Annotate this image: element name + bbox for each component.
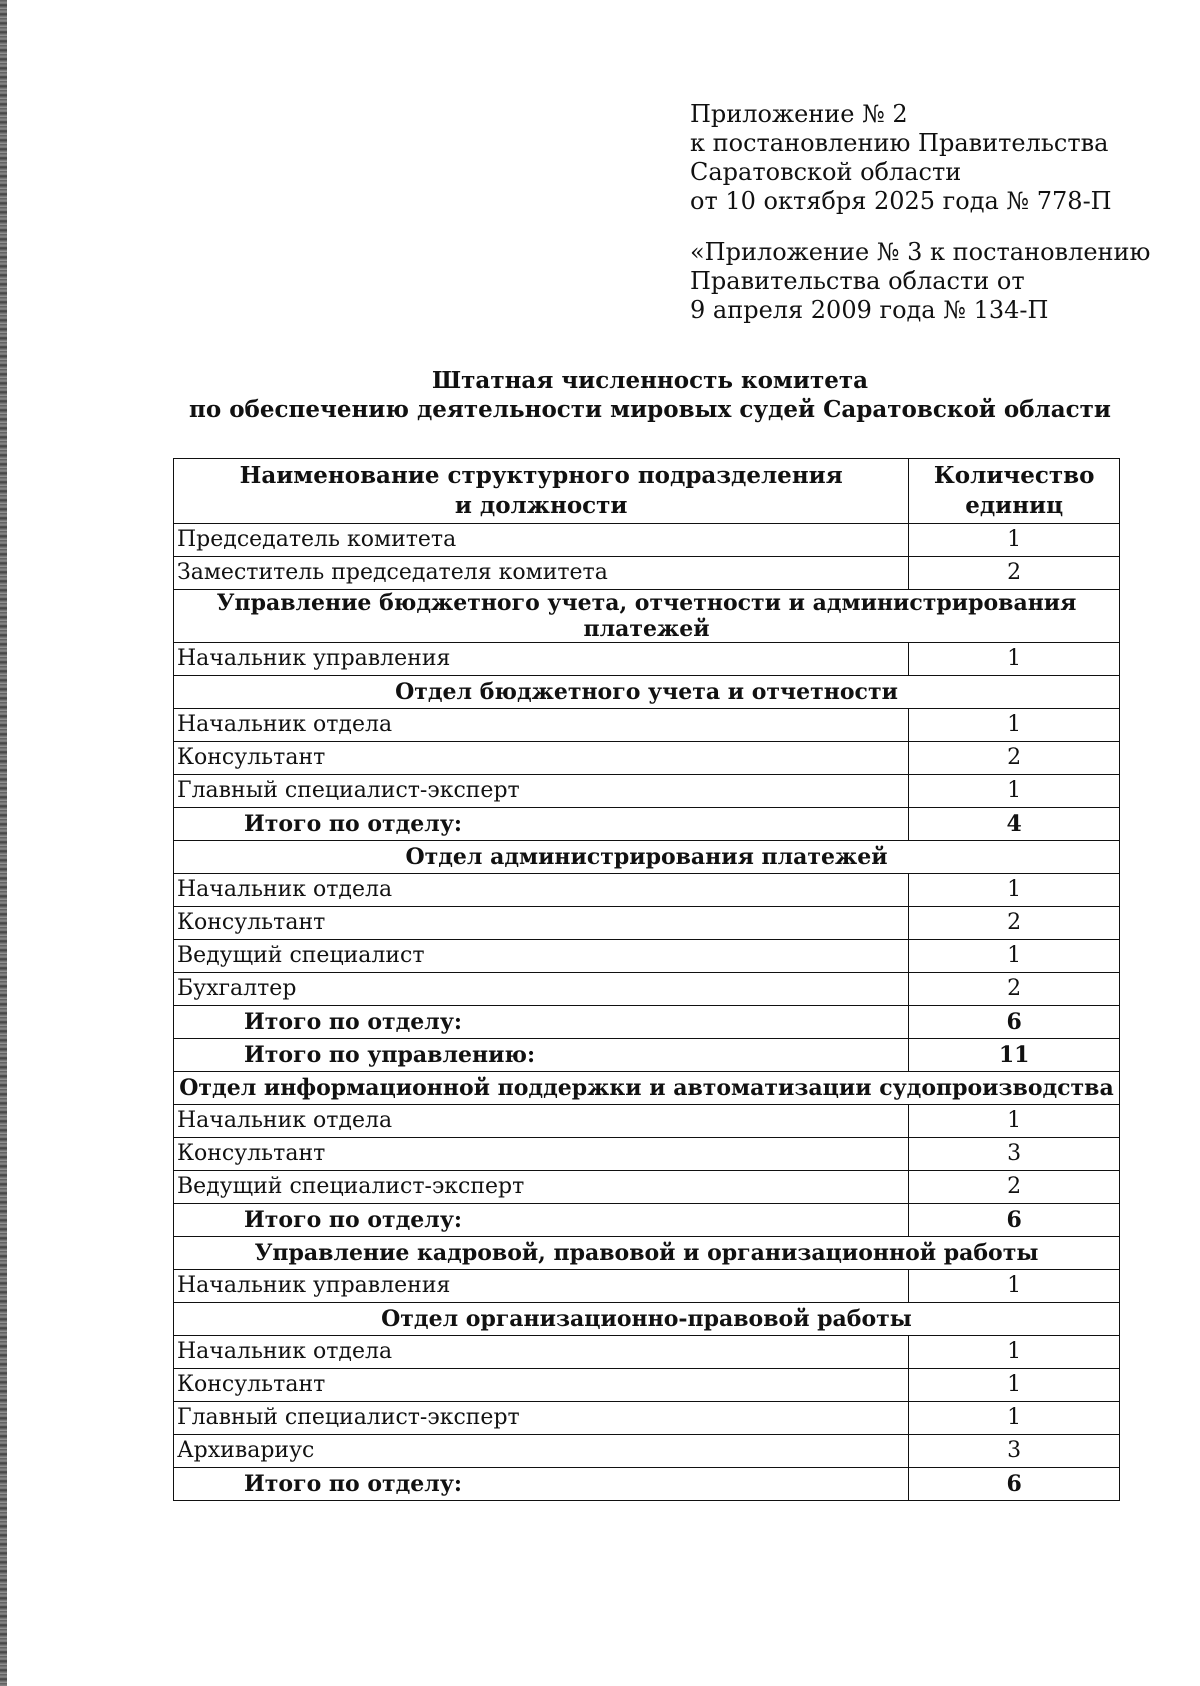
section-title: Отдел бюджетного учета и отчетности xyxy=(174,676,1120,709)
position-quantity: 1 xyxy=(909,1105,1120,1138)
table-row xyxy=(174,524,1120,557)
position-name: Архивариус xyxy=(174,1435,909,1468)
table-row xyxy=(174,643,1120,676)
table-row xyxy=(174,1435,1120,1468)
position-name: Главный специалист-эксперт xyxy=(174,1402,909,1435)
position-name: Начальник отдела xyxy=(174,1336,909,1369)
total-label: Итого по отделу: xyxy=(174,1468,909,1501)
position-name: Председатель комитета xyxy=(174,524,909,557)
position-quantity: 1 xyxy=(909,940,1120,973)
column-header-name-line1: Наименование структурного подразделения xyxy=(239,462,843,489)
table-row xyxy=(174,940,1120,973)
table-row xyxy=(174,1369,1120,1402)
section-title: Управление кадровой, правовой и организационной работы xyxy=(174,1237,1120,1270)
position-quantity: 2 xyxy=(909,742,1120,775)
table-header-row xyxy=(174,459,1120,524)
section-row xyxy=(174,590,1120,643)
position-name: Начальник отдела xyxy=(174,874,909,907)
table-row xyxy=(174,1270,1120,1303)
section-row xyxy=(174,841,1120,874)
table-row xyxy=(174,907,1120,940)
table-row xyxy=(174,557,1120,590)
section-row xyxy=(174,1237,1120,1270)
position-quantity: 1 xyxy=(909,524,1120,557)
position-quantity: 3 xyxy=(909,1435,1120,1468)
table-row xyxy=(174,1402,1120,1435)
appendix-header xyxy=(690,100,1160,347)
position-quantity: 2 xyxy=(909,1171,1120,1204)
table-row xyxy=(174,742,1120,775)
total-quantity: 6 xyxy=(909,1468,1120,1501)
position-name: Ведущий специалист-эксперт xyxy=(174,1171,909,1204)
appendix-line: от 10 октября 2025 года № 778-П xyxy=(690,187,1112,215)
appendix-line: «Приложение № 3 к постановлению xyxy=(690,238,1151,266)
total-label: Итого по отделу: xyxy=(174,1204,909,1237)
position-name: Консультант xyxy=(174,742,909,775)
section-title: Отдел информационной поддержки и автоматизации судопроизводства xyxy=(174,1072,1120,1105)
scan-edge xyxy=(0,0,7,1686)
appendix-line: Правительства области от xyxy=(690,267,1025,295)
table-row xyxy=(174,874,1120,907)
appendix-line: Приложение № 2 xyxy=(690,100,908,128)
staff-table-body xyxy=(174,524,1120,1501)
position-name: Консультант xyxy=(174,1138,909,1171)
total-row xyxy=(174,1006,1120,1039)
staff-table xyxy=(173,458,1120,1501)
position-name: Ведущий специалист xyxy=(174,940,909,973)
total-label: Итого по отделу: xyxy=(174,1006,909,1039)
position-name: Начальник отдела xyxy=(174,1105,909,1138)
table-row xyxy=(174,1171,1120,1204)
table-row xyxy=(174,1336,1120,1369)
table-row xyxy=(174,709,1120,742)
appendix-original xyxy=(690,238,1160,325)
total-row xyxy=(174,1039,1120,1072)
total-quantity: 6 xyxy=(909,1006,1120,1039)
position-quantity: 1 xyxy=(909,1369,1120,1402)
column-header-qty-line2: единиц xyxy=(965,492,1064,519)
position-quantity: 2 xyxy=(909,557,1120,590)
position-quantity: 1 xyxy=(909,874,1120,907)
section-title: Управление бюджетного учета, отчетности и администрирования платежей xyxy=(174,590,1120,643)
position-name: Консультант xyxy=(174,1369,909,1402)
total-label: Итого по управлению: xyxy=(174,1039,909,1072)
position-quantity: 2 xyxy=(909,973,1120,1006)
table-row xyxy=(174,775,1120,808)
position-quantity: 1 xyxy=(909,1402,1120,1435)
position-quantity: 1 xyxy=(909,1270,1120,1303)
section-row xyxy=(174,1303,1120,1336)
appendix-current xyxy=(690,100,1160,216)
total-quantity: 6 xyxy=(909,1204,1120,1237)
section-row xyxy=(174,676,1120,709)
position-name: Главный специалист-эксперт xyxy=(174,775,909,808)
total-row xyxy=(174,1204,1120,1237)
position-quantity: 1 xyxy=(909,643,1120,676)
column-header-qty-line1: Количество xyxy=(933,462,1095,489)
title-line-1: Штатная численность комитета xyxy=(432,367,868,394)
position-name: Консультант xyxy=(174,907,909,940)
table-row xyxy=(174,973,1120,1006)
total-row xyxy=(174,808,1120,841)
document-title xyxy=(150,366,1150,424)
section-title: Отдел организационно-правовой работы xyxy=(174,1303,1120,1336)
position-quantity: 1 xyxy=(909,709,1120,742)
total-label: Итого по отделу: xyxy=(174,808,909,841)
position-quantity: 1 xyxy=(909,775,1120,808)
position-name: Начальник управления xyxy=(174,1270,909,1303)
total-row xyxy=(174,1468,1120,1501)
position-name: Бухгалтер xyxy=(174,973,909,1006)
appendix-line: 9 апреля 2009 года № 134-П xyxy=(690,296,1049,324)
title-line-2: по обеспечению деятельности мировых судей Саратовской области xyxy=(189,396,1111,423)
position-quantity: 2 xyxy=(909,907,1120,940)
position-name: Начальник отдела xyxy=(174,709,909,742)
table-row xyxy=(174,1138,1120,1171)
column-header-name xyxy=(174,459,909,524)
position-quantity: 3 xyxy=(909,1138,1120,1171)
total-quantity: 11 xyxy=(909,1039,1120,1072)
position-quantity: 1 xyxy=(909,1336,1120,1369)
appendix-line: Саратовской области xyxy=(690,158,962,186)
column-header-qty xyxy=(909,459,1120,524)
appendix-line: к постановлению Правительства xyxy=(690,129,1109,157)
position-name: Начальник управления xyxy=(174,643,909,676)
position-name: Заместитель председателя комитета xyxy=(174,557,909,590)
section-title: Отдел администрирования платежей xyxy=(174,841,1120,874)
table-row xyxy=(174,1105,1120,1138)
section-row xyxy=(174,1072,1120,1105)
column-header-name-line2: и должности xyxy=(454,492,628,519)
total-quantity: 4 xyxy=(909,808,1120,841)
